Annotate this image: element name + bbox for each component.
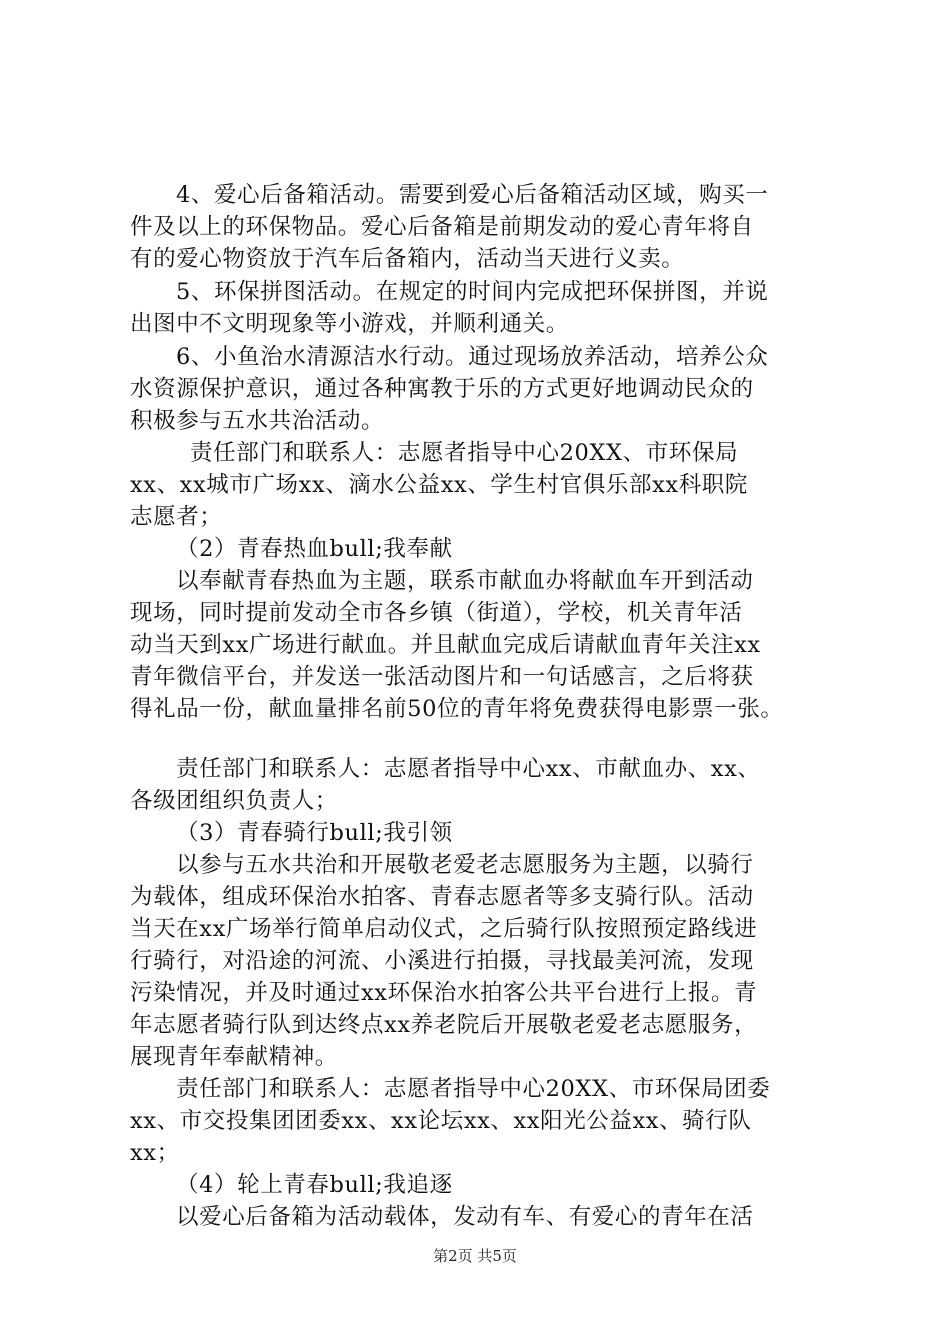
text-line: 现场，同时提前发动全市各乡镇（街道），学校，机关青年活 [130, 600, 743, 626]
text-line: 6、小鱼治水清源洁水行动。通过现场放养活动，培养公众 [176, 344, 769, 370]
text-line: 以爱心后备箱为活动载体，发动有车、有爱心的青年在活 [176, 1204, 754, 1230]
text-line: 5、环保拼图活动。在规定的时间内完成把环保拼图，并说 [176, 279, 769, 305]
text-line: 污染情况，并及时通过xx环保治水拍客公共平台进行上报。青 [130, 980, 758, 1006]
text-line: 积极参与五水共治活动。 [130, 408, 385, 434]
text-line: 4、爱心后备箱活动。需要到爱心后备箱活动区域，购买一 [176, 182, 769, 208]
text-line: 青年微信平台，并发送一张活动图片和一句话感言，之后将获 [130, 664, 754, 690]
text-line: 得礼品一份，献血量排名前50位的青年将免费获得电影票一张。 [130, 696, 784, 722]
text-line: 展现青年奉献精神。 [130, 1044, 338, 1070]
text-line: 以参与五水共治和开展敬老爱老志愿服务为主题，以骑行 [176, 852, 754, 878]
text-line: 件及以上的环保物品。爱心后备箱是前期发动的爱心青年将自 [130, 214, 754, 240]
text-line: xx、xx城市广场xx、滴水公益xx、学生村官俱乐部xx科职院 [130, 472, 748, 498]
section-heading: （2）青春热血bull;我奉献 [176, 536, 453, 562]
text-line: 年志愿者骑行队到达终点xx养老院后开展敬老爱老志愿服务， [130, 1012, 758, 1038]
text-line: 为载体，组成环保治水拍客、青春志愿者等多支骑行队。活动 [130, 884, 754, 910]
text-line: 当天在xx广场举行简单启动仪式，之后骑行队按照预定路线进 [130, 916, 758, 942]
text-line: 出图中不文明现象等小游戏，并顺利通关。 [130, 311, 569, 337]
text-line: 责任部门和联系人：志愿者指导中心20XX、市环保局 [190, 440, 739, 466]
text-line: 志愿者； [130, 504, 223, 530]
text-line: xx、市交投集团团委xx、xx论坛xx、xx阳光公益xx、骑行队 [130, 1108, 752, 1134]
text-line: xx； [130, 1140, 180, 1166]
text-line: 责任部门和联系人：志愿者指导中心xx、市献血办、xx、 [176, 756, 761, 782]
section-heading: （3）青春骑行bull;我引领 [176, 820, 453, 846]
text-line: 行骑行，对沿途的河流、小溪进行拍摄，寻找最美河流，发现 [130, 948, 754, 974]
text-line: 以奉献青春热血为主题，联系市献血办将献血车开到活动 [176, 568, 754, 594]
text-line: 水资源保护意识，通过各种寓教于乐的方式更好地调动民众的 [130, 376, 754, 402]
text-line: 责任部门和联系人：志愿者指导中心20XX、市环保局团委 [176, 1076, 771, 1102]
text-line: 有的爱心物资放于汽车后备箱内，活动当天进行义卖。 [130, 246, 685, 272]
page-footer: 第2页 共5页 [433, 1247, 517, 1265]
section-heading: （4）轮上青春bull;我追逐 [176, 1172, 453, 1198]
text-line: 各级团组织负责人； [130, 788, 338, 814]
text-line: 动当天到xx广场进行献血。并且献血完成后请献血青年关注xx [130, 632, 761, 658]
